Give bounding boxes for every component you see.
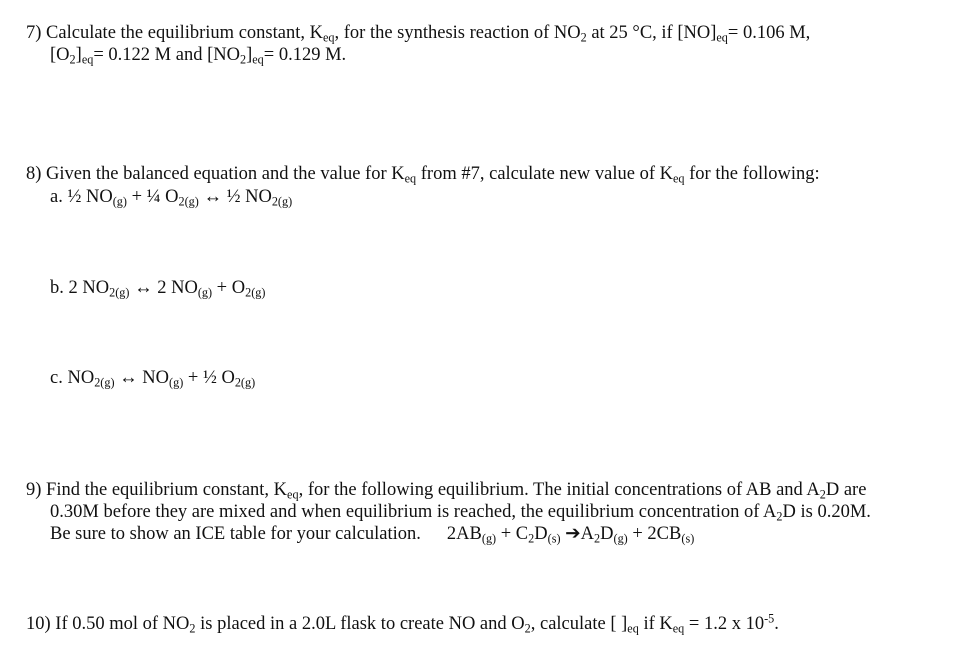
question-number: 8) xyxy=(26,164,42,184)
question-8c: c. $NO_{2(g)}$ ↔ $NO_{(g)}$ + ½ $O_{2(g)}$ xyxy=(50,368,256,390)
question-8b: b. 2 $NO_{2(g)}$ ↔ 2 $NO_{(g)} + O_{2(g)}$ xyxy=(50,278,266,300)
question-7-line-2: $[O_2]_{eq}= 0.122$ M and $[NO_2]_{eq}= 0.129$ M. xyxy=(50,45,347,67)
reaction-arrow-icon: ➔ xyxy=(560,524,581,544)
question-7-line-1: 7) Calculate the equilibrium constant, $K_{eq}$, for the synthesis reaction of $NO_2$ at 25 °C, if $[NO]_{eq}= 0.106$ M, xyxy=(26,23,811,45)
question-number: 9) xyxy=(26,480,42,500)
question-number: 7) xyxy=(26,23,42,43)
question-9-line-3: Be sure to show an ICE table for your calculation. $2AB_{(g)} + C_2D_{(s)}$ $➔A_2D_{(g)} + 2CB_{(s)}$ xyxy=(50,524,695,546)
question-10: 10) If 0.50 mol of $NO_2$ is placed in a 2.0L flask to create NO and $O_2$, calculate [ ]$_{eq}$ if $K_{eq} = 1.2$ x $10^{-5}$. xyxy=(26,611,779,636)
question-8-line-1: 8) Given the balanced equation and the value for $K_{eq}$ from #7, calculate new value of $K_{eq}$ for the following: xyxy=(26,164,820,186)
question-8a: a. ½ $NO_{(g)}$ + ¼ $O_{2(g)}$ ↔ ½ $NO_{2(g)}$ xyxy=(50,187,293,209)
question-number: 10) xyxy=(26,614,51,634)
question-9-line-1: 9) Find the equilibrium constant, $K_{eq}$, for the following equilibrium. The initial concentrations of AB and $A_2D$ are xyxy=(26,480,867,502)
reaction-equation: $2AB_{(g)} + C_2D_{(s)}$ $➔A_2D_{(g)} + 2CB_{(s)}$ xyxy=(446,524,695,546)
question-9-line-2: 0.30M before they are mixed and when equilibrium is reached, the equilibrium concentration of $A_2D$ is 0.20M. xyxy=(50,502,871,524)
